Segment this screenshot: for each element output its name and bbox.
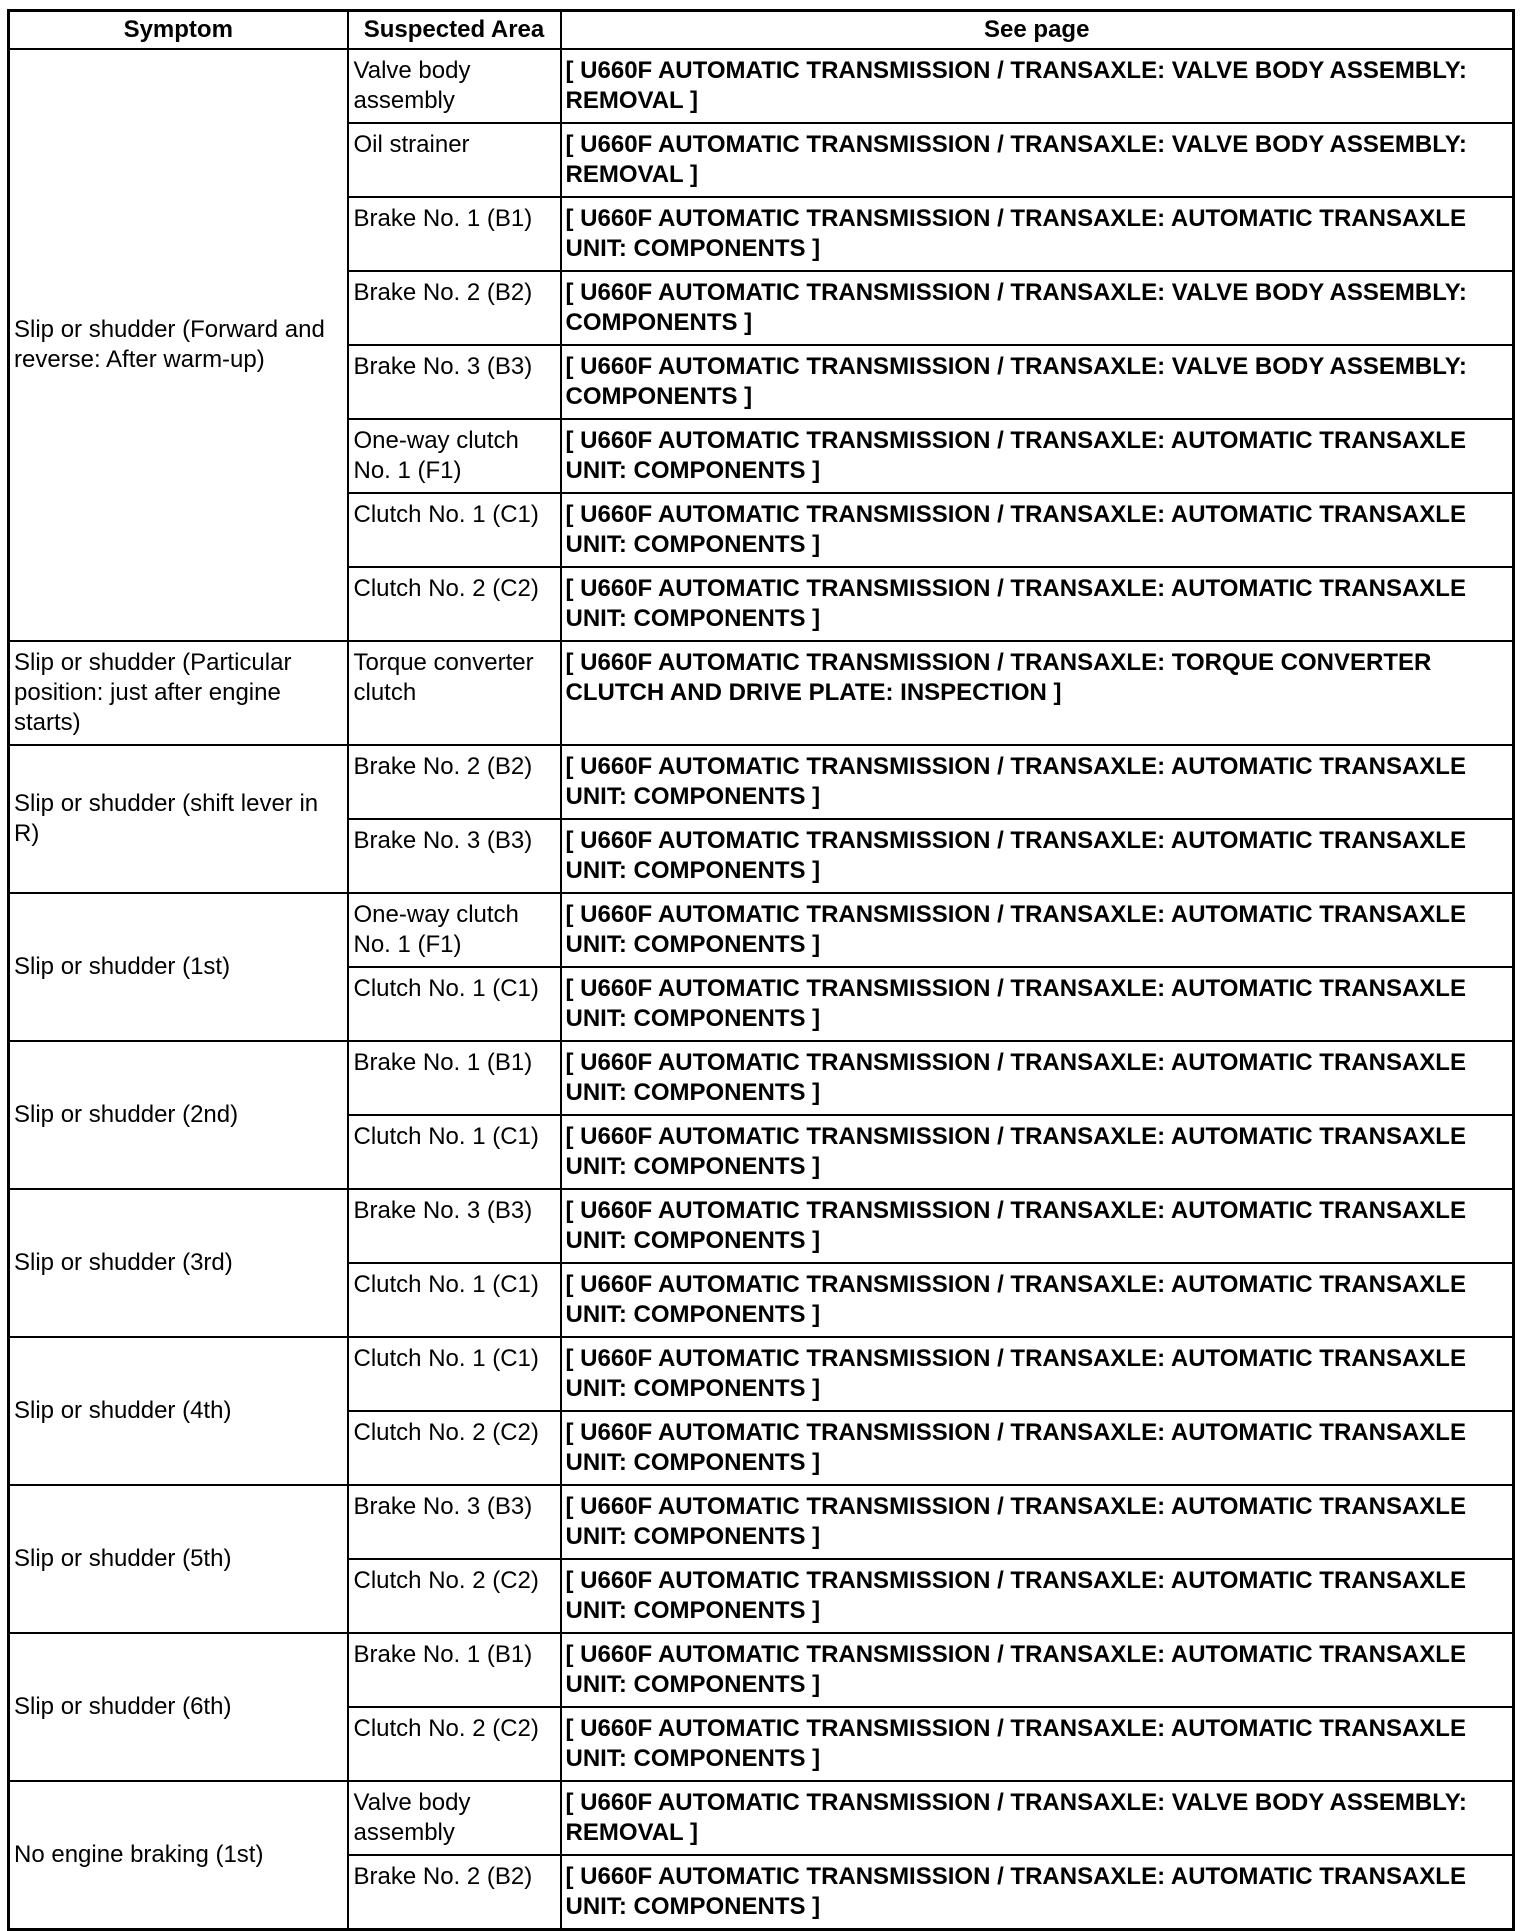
see-page-link[interactable]: [ U660F AUTOMATIC TRANSMISSION / TRANSAXLE: AUTOMATIC TRANSAXLE UNIT: COMPONENTS ] bbox=[561, 967, 1514, 1041]
header-row bbox=[9, 11, 1514, 50]
see-page-link[interactable]: [ U660F AUTOMATIC TRANSMISSION / TRANSAXLE: AUTOMATIC TRANSAXLE UNIT: COMPONENTS ] bbox=[561, 1559, 1514, 1633]
suspected-area-header: Suspected Area bbox=[348, 11, 561, 50]
see-page-link[interactable]: [ U660F AUTOMATIC TRANSMISSION / TRANSAXLE: AUTOMATIC TRANSAXLE UNIT: COMPONENTS ] bbox=[561, 1041, 1514, 1115]
see-page-link[interactable]: [ U660F AUTOMATIC TRANSMISSION / TRANSAXLE: VALVE BODY ASSEMBLY: REMOVAL ] bbox=[561, 123, 1514, 197]
see-page-link[interactable]: [ U660F AUTOMATIC TRANSMISSION / TRANSAXLE: VALVE BODY ASSEMBLY: REMOVAL ] bbox=[561, 1781, 1514, 1855]
see-page-link[interactable]: [ U660F AUTOMATIC TRANSMISSION / TRANSAXLE: VALVE BODY ASSEMBLY: REMOVAL ] bbox=[561, 49, 1514, 123]
suspected-area-cell: Clutch No. 2 (C2) bbox=[348, 1559, 561, 1633]
symptom-cell: Slip or shudder (6th) bbox=[9, 1633, 348, 1781]
see-page-link[interactable]: [ U660F AUTOMATIC TRANSMISSION / TRANSAXLE: AUTOMATIC TRANSAXLE UNIT: COMPONENTS ] bbox=[561, 567, 1514, 641]
suspected-area-cell: Clutch No. 1 (C1) bbox=[348, 1263, 561, 1337]
see-page-link[interactable]: [ U660F AUTOMATIC TRANSMISSION / TRANSAXLE: AUTOMATIC TRANSAXLE UNIT: COMPONENTS ] bbox=[561, 893, 1514, 967]
see-page-link[interactable]: [ U660F AUTOMATIC TRANSMISSION / TRANSAXLE: AUTOMATIC TRANSAXLE UNIT: COMPONENTS ] bbox=[561, 493, 1514, 567]
symptom-cell: Slip or shudder (2nd) bbox=[9, 1041, 348, 1189]
see-page-link[interactable]: [ U660F AUTOMATIC TRANSMISSION / TRANSAXLE: AUTOMATIC TRANSAXLE UNIT: COMPONENTS ] bbox=[561, 1855, 1514, 1930]
symptom-cell: Slip or shudder (4th) bbox=[9, 1337, 348, 1485]
suspected-area-cell: Brake No. 1 (B1) bbox=[348, 1041, 561, 1115]
symptom-table bbox=[7, 9, 1515, 1931]
suspected-area-cell: Clutch No. 2 (C2) bbox=[348, 1707, 561, 1781]
suspected-area-cell: Brake No. 3 (B3) bbox=[348, 345, 561, 419]
see-page-link[interactable]: [ U660F AUTOMATIC TRANSMISSION / TRANSAXLE: AUTOMATIC TRANSAXLE UNIT: COMPONENTS ] bbox=[561, 1189, 1514, 1263]
suspected-area-cell: Clutch No. 2 (C2) bbox=[348, 1411, 561, 1485]
symptom-cell: Slip or shudder (3rd) bbox=[9, 1189, 348, 1337]
symptom-header: Symptom bbox=[9, 11, 348, 50]
suspected-area-cell: Clutch No. 1 (C1) bbox=[348, 1115, 561, 1189]
suspected-area-cell: Torque converter clutch bbox=[348, 641, 561, 745]
see-page-link[interactable]: [ U660F AUTOMATIC TRANSMISSION / TRANSAXLE: TORQUE CONVERTER CLUTCH AND DRIVE PLATE: INSPECTION ] bbox=[561, 641, 1514, 745]
suspected-area-cell: Clutch No. 1 (C1) bbox=[348, 493, 561, 567]
symptom-cell: Slip or shudder (5th) bbox=[9, 1485, 348, 1633]
see-page-link[interactable]: [ U660F AUTOMATIC TRANSMISSION / TRANSAXLE: AUTOMATIC TRANSAXLE UNIT: COMPONENTS ] bbox=[561, 1263, 1514, 1337]
see-page-link[interactable]: [ U660F AUTOMATIC TRANSMISSION / TRANSAXLE: AUTOMATIC TRANSAXLE UNIT: COMPONENTS ] bbox=[561, 1485, 1514, 1559]
see-page-link[interactable]: [ U660F AUTOMATIC TRANSMISSION / TRANSAXLE: AUTOMATIC TRANSAXLE UNIT: COMPONENTS ] bbox=[561, 197, 1514, 271]
suspected-area-cell: Brake No. 2 (B2) bbox=[348, 745, 561, 819]
see-page-link[interactable]: [ U660F AUTOMATIC TRANSMISSION / TRANSAXLE: AUTOMATIC TRANSAXLE UNIT: COMPONENTS ] bbox=[561, 1337, 1514, 1411]
suspected-area-cell: Brake No. 1 (B1) bbox=[348, 1633, 561, 1707]
table-row bbox=[9, 49, 1514, 123]
suspected-area-cell: Brake No. 3 (B3) bbox=[348, 1485, 561, 1559]
see-page-link[interactable]: [ U660F AUTOMATIC TRANSMISSION / TRANSAXLE: AUTOMATIC TRANSAXLE UNIT: COMPONENTS ] bbox=[561, 1115, 1514, 1189]
table-row bbox=[9, 1337, 1514, 1411]
see-page-link[interactable]: [ U660F AUTOMATIC TRANSMISSION / TRANSAXLE: AUTOMATIC TRANSAXLE UNIT: COMPONENTS ] bbox=[561, 419, 1514, 493]
suspected-area-cell: Valve body assembly bbox=[348, 49, 561, 123]
suspected-area-cell: One-way clutch No. 1 (F1) bbox=[348, 419, 561, 493]
symptom-cell: Slip or shudder (shift lever in R) bbox=[9, 745, 348, 893]
see-page-link[interactable]: [ U660F AUTOMATIC TRANSMISSION / TRANSAXLE: AUTOMATIC TRANSAXLE UNIT: COMPONENTS ] bbox=[561, 1707, 1514, 1781]
suspected-area-cell: Clutch No. 2 (C2) bbox=[348, 567, 561, 641]
table-row bbox=[9, 1633, 1514, 1707]
table-row bbox=[9, 1041, 1514, 1115]
symptom-cell: Slip or shudder (1st) bbox=[9, 893, 348, 1041]
table-row bbox=[9, 745, 1514, 819]
suspected-area-cell: Brake No. 2 (B2) bbox=[348, 271, 561, 345]
see-page-link[interactable]: [ U660F AUTOMATIC TRANSMISSION / TRANSAXLE: VALVE BODY ASSEMBLY: COMPONENTS ] bbox=[561, 345, 1514, 419]
table-row bbox=[9, 1781, 1514, 1855]
suspected-area-cell: Brake No. 1 (B1) bbox=[348, 197, 561, 271]
see-page-link[interactable]: [ U660F AUTOMATIC TRANSMISSION / TRANSAXLE: VALVE BODY ASSEMBLY: COMPONENTS ] bbox=[561, 271, 1514, 345]
see-page-link[interactable]: [ U660F AUTOMATIC TRANSMISSION / TRANSAXLE: AUTOMATIC TRANSAXLE UNIT: COMPONENTS ] bbox=[561, 819, 1514, 893]
suspected-area-cell: One-way clutch No. 1 (F1) bbox=[348, 893, 561, 967]
symptom-cell: No engine braking (1st) bbox=[9, 1781, 348, 1930]
symptom-cell: Slip or shudder (Particular position: just after engine starts) bbox=[9, 641, 348, 745]
see-page-link[interactable]: [ U660F AUTOMATIC TRANSMISSION / TRANSAXLE: AUTOMATIC TRANSAXLE UNIT: COMPONENTS ] bbox=[561, 1633, 1514, 1707]
table-row bbox=[9, 893, 1514, 967]
see-page-link[interactable]: [ U660F AUTOMATIC TRANSMISSION / TRANSAXLE: AUTOMATIC TRANSAXLE UNIT: COMPONENTS ] bbox=[561, 745, 1514, 819]
suspected-area-cell: Brake No. 3 (B3) bbox=[348, 1189, 561, 1263]
suspected-area-cell: Clutch No. 1 (C1) bbox=[348, 967, 561, 1041]
symptom-cell: Slip or shudder (Forward and reverse: After warm-up) bbox=[9, 49, 348, 641]
table-row bbox=[9, 641, 1514, 745]
suspected-area-cell: Brake No. 3 (B3) bbox=[348, 819, 561, 893]
see-page-header: See page bbox=[561, 11, 1514, 50]
table-row bbox=[9, 1189, 1514, 1263]
suspected-area-cell: Clutch No. 1 (C1) bbox=[348, 1337, 561, 1411]
suspected-area-cell: Oil strainer bbox=[348, 123, 561, 197]
table-row bbox=[9, 1485, 1514, 1559]
suspected-area-cell: Brake No. 2 (B2) bbox=[348, 1855, 561, 1930]
suspected-area-cell: Valve body assembly bbox=[348, 1781, 561, 1855]
see-page-link[interactable]: [ U660F AUTOMATIC TRANSMISSION / TRANSAXLE: AUTOMATIC TRANSAXLE UNIT: COMPONENTS ] bbox=[561, 1411, 1514, 1485]
